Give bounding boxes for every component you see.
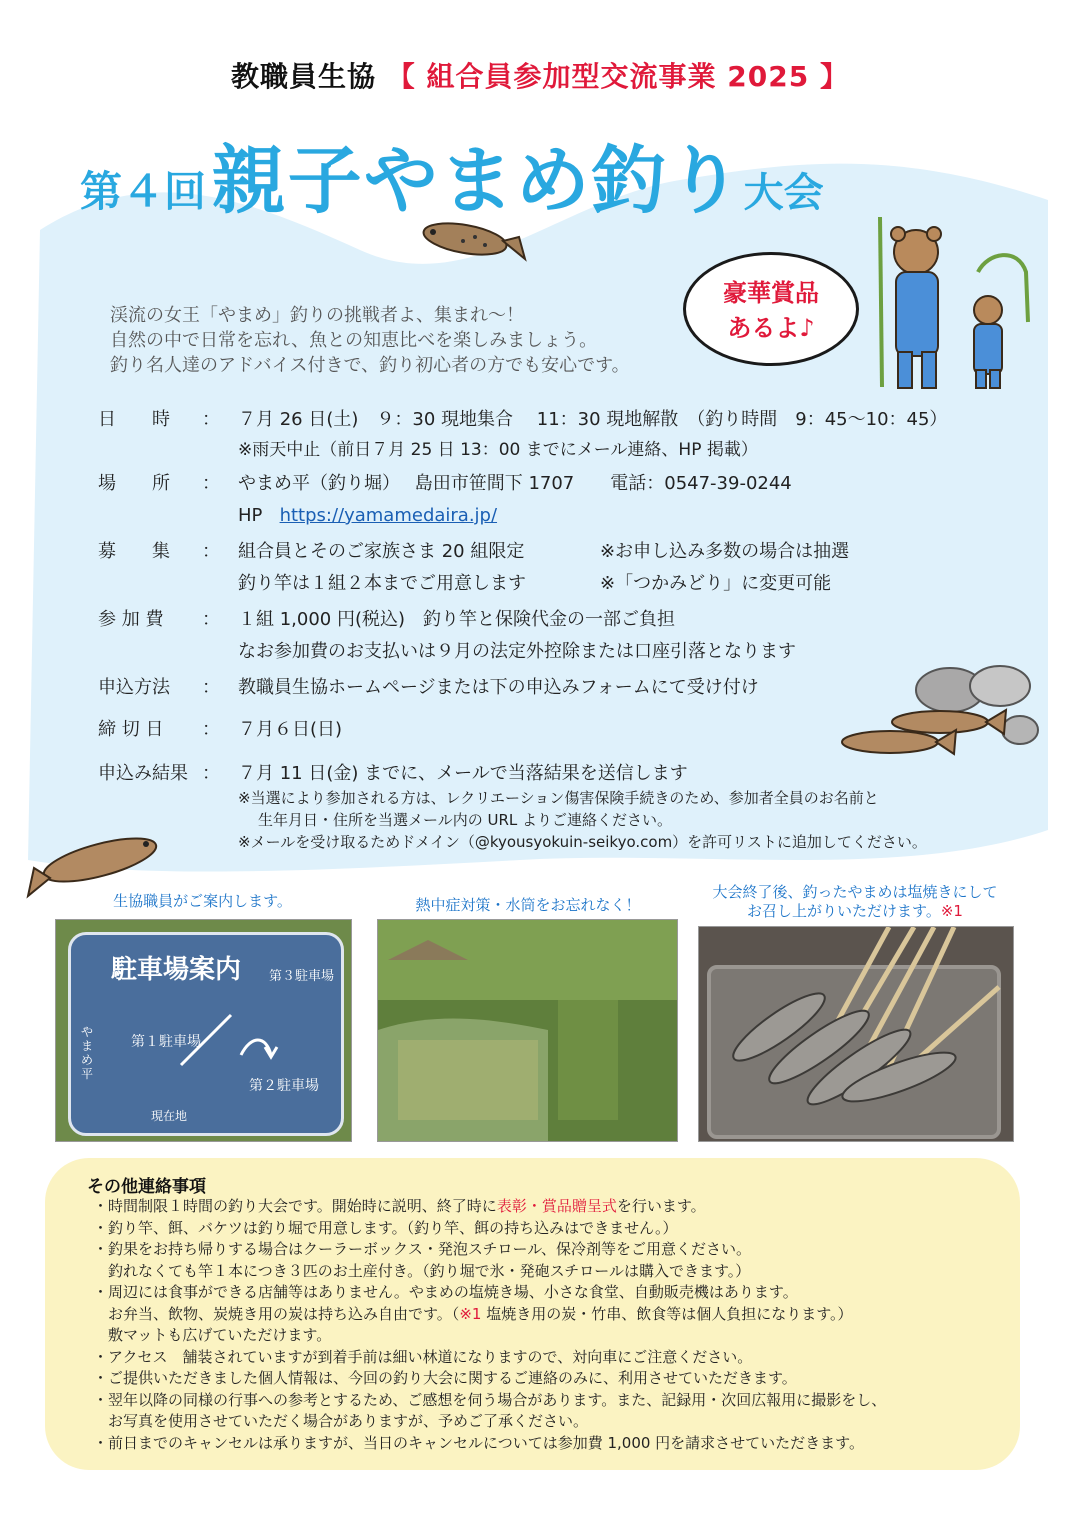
caption-line: 大会終了後、釣ったやまめは塩焼きにして [712,883,998,901]
info-colon: ： [202,609,220,630]
info-note: ※メールを受け取るためドメイン（@kyousyokuin-seikyo.com）を許可リストに追加してください。 [238,833,927,851]
organizer-line [0,55,1080,95]
info-label: 場 所 [98,473,170,494]
sign-lot1: 第１駐車場 [131,1034,201,1050]
info-colon: ： [202,541,220,562]
notes-item: ・アクセス 舗装されていますが到着手前は細い林道になりますので、対向車にご注意ください。 [93,1347,753,1366]
bubble-line2: あるよ♪ [727,314,815,342]
hp-label: HP [238,505,263,526]
bracket-close: 】 [819,60,849,93]
notes-text: 塩焼き用の炭・竹串、飲食等は個人負担になります。） [481,1304,853,1323]
notes-highlight: ※1 [459,1304,482,1323]
sign-title: 駐車場案内 [111,955,242,985]
info-value: やまめ平（釣り堀） 島田市笹間下 1707 電話：0547-39-0244 [238,473,792,494]
notes-text: を行います。 [616,1197,706,1215]
info-value: 釣り竿は１組２本までご用意します [238,573,526,594]
notes-item: ・前日までのキャンセルは承りますが、当日のキャンセルについては参加費 1,000 円を請求させていただきます。 [93,1433,864,1452]
info-value: ※お申し込み多数の場合は抽選 [600,541,850,562]
caption-mark: ※1 [940,902,963,920]
notes-item [93,1304,886,1326]
info-colon: ： [202,719,220,740]
organizer-name: 教職員生協 [231,60,377,93]
info-value: ７月 26 日(土) ９：30 現地集合 11：30 現地解散 （釣り時間 9：45～10：45） [238,409,948,430]
info-note: 生年月日・住所を当選メール内の URL よりご連絡ください。 [258,811,672,829]
info-value: 教職員生協ホームページまたは下の申込みフォームにて受け付け [238,677,759,698]
info-label: 申込方法 [98,677,170,698]
intro-text [110,303,630,378]
info-colon: ： [202,677,220,698]
arrow-icon [171,995,291,1075]
intro-line: 渓流の女王「やまめ」釣りの挑戦者よ、集まれ～！ [110,305,524,326]
trout-icon [415,215,527,271]
notes-item: 釣れなくても竿１本につき３匹のお土産付き。（釣り堀で氷・発砲スチロールは購入できます。） [93,1261,751,1280]
notes-text: お弁当、飲物、炭焼き用の炭は持ち込み自由です。（ [93,1304,460,1323]
parking-sign [68,932,344,1136]
info-value: なお参加費のお支払いは９月の法定外控除または口座引落となります [238,641,796,662]
other-notes [45,1158,1020,1470]
bear-family-icon [868,212,1038,397]
sign-lot2: 第２駐車場 [249,1078,319,1094]
info-value: ※「つかみどり」に変更可能 [600,573,832,594]
parking-sign-photo [55,919,352,1142]
homepage-link[interactable]: https://yamamedaira.jp/ [279,505,498,526]
sign-here: 現在地 [151,1109,188,1123]
notes-highlight: 表彰・賞品贈呈式 [496,1197,617,1215]
info-label: 募 集 [98,541,170,562]
info-colon: ： [202,409,220,430]
info-note: ※当選により参加される方は、レクリエーション傷害保険手続きのため、参加者全員のお名前と [238,789,879,807]
notes-item: ・周辺には食事ができる店舗等はありません。やまめの塩焼き場、小さな食堂、自動販売機はあります。 [93,1283,798,1301]
page-title [80,122,824,228]
notes-list [93,1196,886,1454]
notes-item: ・ご提供いただきました個人情報は、今回の釣り大会に関するご連絡のみに、利用させていただきます。 [93,1369,797,1387]
notes-text: ・時間制限１時間の釣り大会です。開始時に説明、終了時に [93,1197,497,1215]
sign-lot3: 第３駐車場 [269,969,335,984]
event-type: 組合員参加型交流事業 2025 [426,60,810,93]
info-label: 参 加 費 [98,609,164,630]
info-value: ７月６日(日) [238,719,343,740]
title-suffix: 大会 [743,170,824,216]
notes-item [93,1196,886,1218]
homepage-line [238,499,497,533]
info-value: 組合員とそのご家族さま 20 組限定 [238,541,525,562]
notes-item: ・釣り竿、餌、バケツは釣り堀で用意します。（釣り竿、餌の持ち込みはできません。） [93,1218,678,1237]
info-value: １組 1,000 円(税込) 釣り竿と保険代金の一部ご負担 [238,609,676,630]
intro-line: 釣り名人達のアドバイス付きで、釣り初心者の方でも安心です。 [110,355,630,376]
pond-photo [377,919,678,1142]
caption-text: お召し上がりいただけます。 [747,902,941,920]
info-colon: ： [202,763,220,784]
grilled-fish-photo [698,926,1014,1142]
notes-item: ・翌年以降の同様の行事への参考とするため、ご感想を伺う場合があります。また、記録用・次回広報用に撮影をし、 [93,1390,887,1409]
info-value: ７月 11 日(金) までに、メールで当落結果を送信します [238,763,688,784]
intro-line: 自然の中で日常を忘れ、魚との知恵比べを楽しみましょう。 [110,330,598,351]
sign-place: やまめ平 [81,1025,94,1081]
photo-caption: 熱中症対策・水筒をお忘れなく！ [415,896,641,914]
notes-item: ・釣果をお持ち帰りする場合はクーラーボックス・発泡スチロール、保冷剤等をご用意ください。 [93,1240,752,1258]
bracket-open: 【 [386,60,416,93]
title-main: 親子やまめ釣り [211,138,744,224]
info-label: 日 時 [98,409,170,430]
photo-caption: 生協職員がご案内します。 [113,892,292,910]
caption-line [685,902,1025,921]
info-note: ※雨天中止（前日７月 25 日 13：00 までにメール連絡、HP 掲載） [238,440,758,460]
trout-and-rocks-icon [830,660,1040,765]
speech-bubble [683,252,859,366]
notes-item: お写真を使用させていただく場合がありますが、予めご了承ください。 [93,1412,589,1430]
photo-caption [685,883,1025,921]
info-label: 申込み結果 [98,763,188,784]
bubble-line1: 豪華賞品 [723,279,819,307]
info-colon: ： [202,473,220,494]
info-label: 締 切 日 [98,719,164,740]
notes-heading: その他連絡事項 [87,1177,206,1197]
title-round: 第４回 [80,167,207,216]
notes-item: 敷マットも広げていただけます。 [93,1326,332,1344]
